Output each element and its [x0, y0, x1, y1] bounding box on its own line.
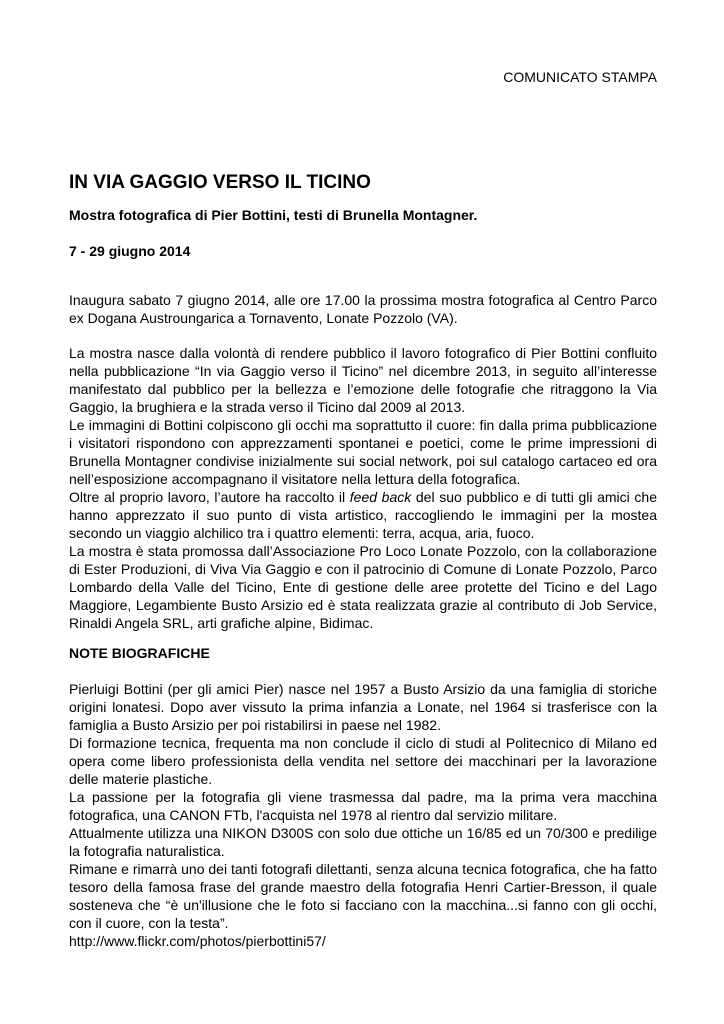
bio-paragraph: Di formazione tecnica, frequenta ma non conclude il ciclo di studi al Politecnico di Milano ed opera come libero professionista della vendita nel settore dei macchinari per la lavorazione delle materie plastiche. [69, 735, 657, 787]
bio-paragraph: Rimane e rimarrà uno dei tanti fotografi dilettanti, senza alcuna tecnica fotografica, che ha fatto tesoro della famosa frase del grande maestro della fotografia Henri Cartier-Bresson, il quale sosteneva che “è un'illusione che le foto si facciano con la macchina...si fanno con gli occhi, con il cuore, con la testa”. [69, 861, 657, 931]
description-paragraph: Le immagini di Bottini colpiscono gli occhi ma soprattutto il cuore: fin dalla prima pubblicazione i visitatori rispondono con apprezzamenti spontanei e poetici, come le prime impressioni di Brunella Montagner condivise inizialmente sui social network, poi sul catalogo cartaceo ed ora nell’esposizione accompagnano il visitatore nella lettura della fotografica. [69, 417, 657, 487]
description-paragraph: La mostra nasce dalla volontà di rendere pubblico il lavoro fotografico di Pier Bottini confluito nella pubblicazione “In via Gaggio verso il Ticino” nel dicembre 2013, in seguito all’interesse manifestato dal pubblico per la bellezza e l’emozione delle fotografie che ritraggono la Via Gaggio, la brughiera e la strada verso il Ticino dal 2009 al 2013. [69, 345, 657, 415]
promotion-paragraph: La mostra è stata promossa dall’Associazione Pro Loco Lonate Pozzolo, con la collaborazione di Ester Produzioni, di Viva Via Gaggio e con il patrocinio di Comune di Lonate Pozzolo, Parco Lombardo della Valle del Ticino, Ente di gestione delle aree protette del Ticino e del Lago Maggiore, Legambiente Busto Arsizio ed è stata realizzata grazie al contributo di Job Service, Rinaldi Angela SRL, arti grafiche alpine, Bidimac. [69, 543, 657, 631]
feedback-text-after: del suo pubblico e di tutti gli amici che hanno apprezzato il suo punto di vista artistico, raccogliendo le immagini per la mostea secondo un viaggio alchilico tra i quattro elementi: terra, acqua, aria, fuoco. [69, 489, 657, 541]
press-release-label: COMUNICATO STAMPA [503, 69, 657, 85]
bio-paragraph: Attualmente utilizza una NIKON D300S con solo due ottiche un 16/85 ed un 70/300 e predilige la fotografia naturalistica. [69, 825, 657, 859]
page-title: IN VIA GAGGIO VERSO IL TICINO [69, 172, 371, 193]
intro-paragraph: Inaugura sabato 7 giugno 2014, alle ore 17.00 la prossima mostra fotografica al Centro Parco ex Dogana Austroungarica a Tornavento, Lonate Pozzolo (VA). [69, 292, 657, 326]
feedback-text-before: Oltre al proprio lavoro, l’autore ha raccolto il [69, 489, 350, 505]
exhibition-dates: 7 - 29 giugno 2014 [69, 243, 191, 259]
subtitle: Mostra fotografica di Pier Bottini, testi di Brunella Montagner. [69, 207, 478, 223]
feedback-paragraph [69, 488, 657, 542]
feedback-emphasis: feed back [349, 489, 412, 505]
bio-paragraph: La passione per la fotografia gli viene trasmessa dal padre, ma la prima vera macchina fotografica, una CANON FTb, l'acquista nel 1978 al rientro dal servizio militare. [69, 789, 657, 823]
bio-section [69, 680, 657, 950]
description-section [69, 344, 657, 632]
bio-paragraph: Pierluigi Bottini (per gli amici Pier) nasce nel 1957 a Busto Arsizio da una famiglia di storiche origini lonatesi. Dopo aver vissuto la prima infanzia a Lonate, nel 1964 si trasferisce con la famiglia a Busto Arsizio per poi ristabilirsi in paese nel 1982. [69, 681, 657, 733]
intro-section [69, 291, 657, 327]
flickr-link[interactable]: http://www.flickr.com/photos/pierbottini57/ [69, 933, 326, 949]
bio-heading: NOTE BIOGRAFICHE [69, 645, 210, 661]
